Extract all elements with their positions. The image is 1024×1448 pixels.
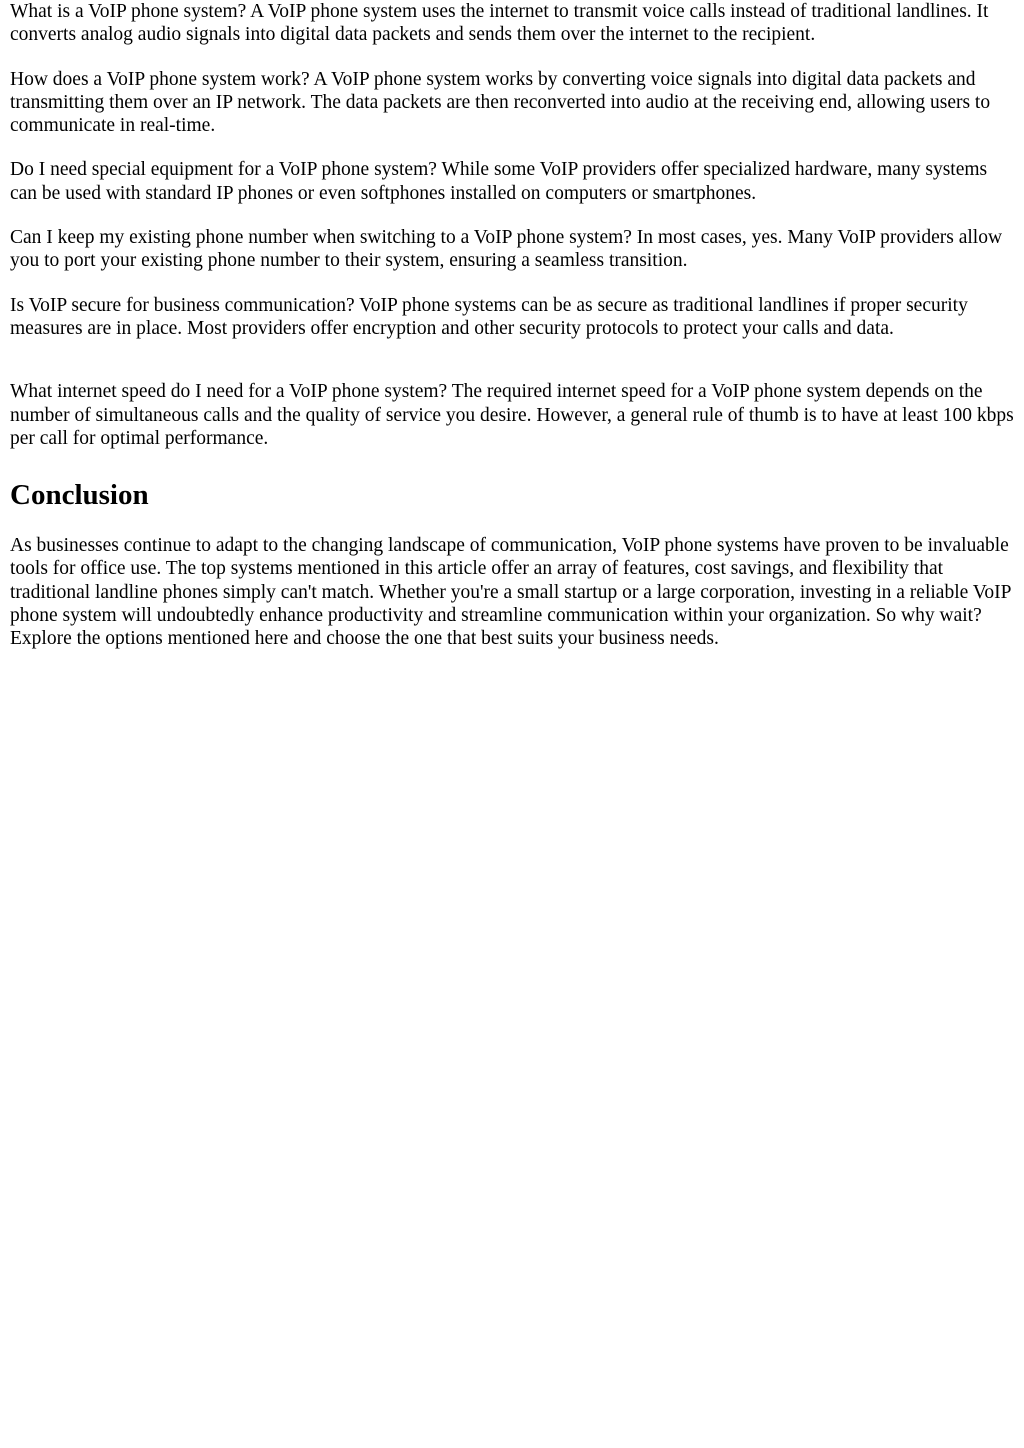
conclusion-body: As businesses continue to adapt to the changing landscape of communication, VoIP phone systems have proven to be invaluable tools for office use. The top systems mentioned in this article offer an array of features, cost savings, and flexibility that traditional landline phones simply can't match. Whether you're a small startup or a large corporation, investing in a reliable VoIP phone system will undoubtedly enhance productivity and streamline communication within your organization. So why wait? Explore the options mentioned here and choose the one that best suits your business needs. [10, 535, 1011, 649]
article-page [0, 0, 1024, 650]
faq-security: Is VoIP secure for business communication? VoIP phone systems can be as secure as traditional landlines if proper security measures are in place. Most providers offer encryption and other security protocols to protect your calls and data. [10, 294, 968, 339]
faq-special-equipment: Do I need special equipment for a VoIP phone system? While some VoIP providers offer specialized hardware, many systems can be used with standard IP phones or even softphones installed on computers or smartphones. [10, 159, 988, 204]
faq-how-it-works: How does a VoIP phone system work? A VoIP phone system works by converting voice signals into digital data packets and transmitting them over an IP network. The data packets are then reconverted into audio at the receiving end, allowing users to communicate in real-time. [10, 68, 991, 137]
conclusion-heading: Conclusion [10, 479, 149, 512]
faq-internet-speed: What internet speed do I need for a VoIP phone system? The required internet speed for a VoIP phone system depends on the number of simultaneous calls and the quality of service you desire. However, a general rule of thumb is to have at least 100 kbps per call for optimal performance. [10, 381, 1014, 449]
conclusion-section [10, 478, 1016, 650]
faq-section [10, 0, 1016, 450]
faq-keep-number: Can I keep my existing phone number when switching to a VoIP phone system? In most cases, yes. Many VoIP providers allow you to port your existing phone number to their system, ensuring a seamless transition. [10, 227, 1003, 272]
faq-voip-definition: What is a VoIP phone system? A VoIP phone system uses the internet to transmit voice calls instead of traditional landlines. It converts analog audio signals into digital data packets and sends them over the internet to the recipient. [10, 1, 989, 46]
